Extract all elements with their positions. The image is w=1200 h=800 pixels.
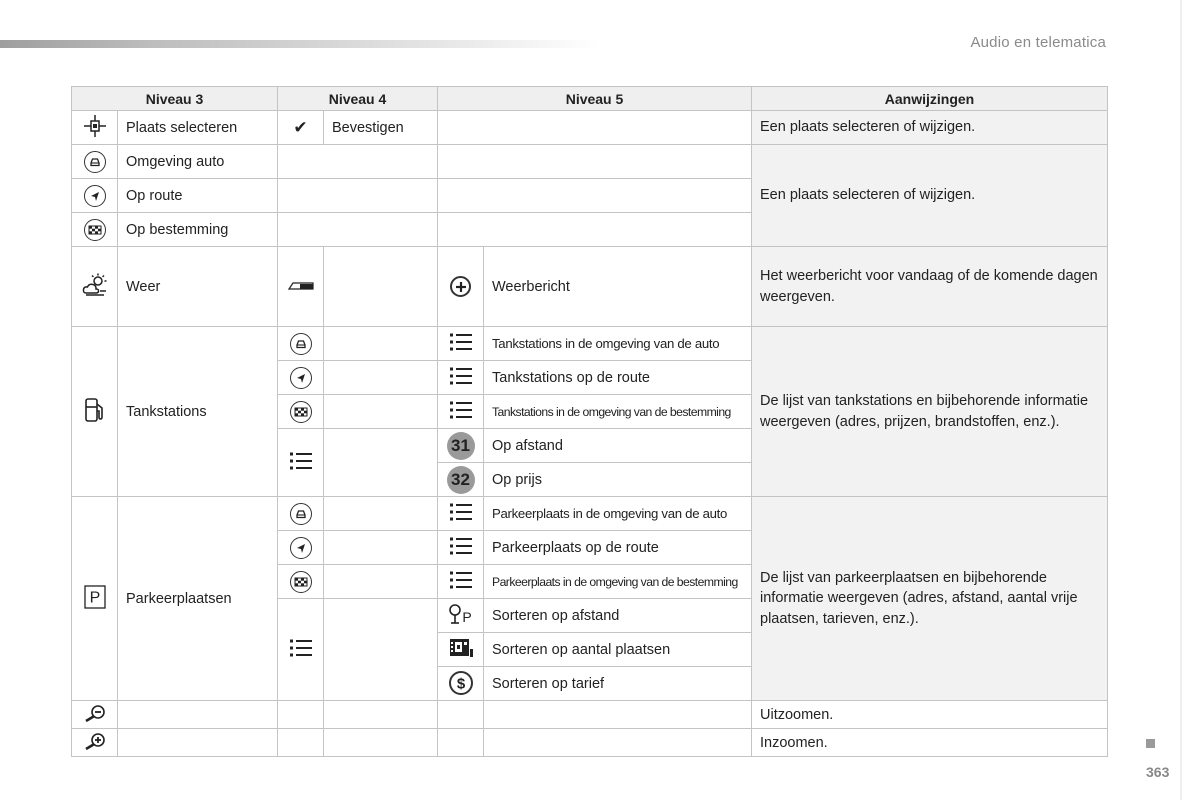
- tank-item-auto[interactable]: Tankstations in de omgeving van de auto: [484, 327, 752, 361]
- plus-circle-icon[interactable]: [438, 247, 484, 327]
- page-number: 363: [1146, 764, 1170, 780]
- park-item-tarief[interactable]: Sorteren op tarief: [484, 667, 752, 701]
- empty-cell: [438, 729, 484, 757]
- header-aanwijzingen: Aanwijzingen: [752, 87, 1108, 111]
- zoom-out-icon[interactable]: [72, 701, 118, 729]
- empty-cell: [324, 701, 438, 729]
- header-niveau-4: Niveau 4: [278, 87, 438, 111]
- checkmark-icon[interactable]: ✔: [278, 111, 324, 145]
- empty-cell: [438, 111, 752, 145]
- empty-cell: [278, 145, 438, 179]
- omgeving-auto-label: Omgeving auto: [118, 145, 278, 179]
- dollar-price-icon[interactable]: [438, 667, 484, 701]
- park-item-auto[interactable]: Parkeerplaats in de omgeving van de auto: [484, 497, 752, 531]
- table-row: [72, 497, 1108, 531]
- parkeerplaatsen-label: Parkeerplaatsen: [118, 497, 278, 701]
- section-title: Audio en telematica: [970, 34, 1106, 51]
- tank-item-afstand[interactable]: Op afstand: [484, 429, 752, 463]
- header-gradient-bar: [0, 40, 600, 48]
- destination-flag-icon[interactable]: [278, 565, 324, 599]
- empty-cell: [118, 701, 278, 729]
- page-edge-rule: [1180, 0, 1182, 800]
- park-note: De lijst van parkeerplaatsen en bijbehorende informatie weergeven (adres, afstand, aantal vrije plaatsen, tarieven, enz.).: [752, 497, 1108, 701]
- park-item-aantal[interactable]: Sorteren op aantal plaatsen: [484, 633, 752, 667]
- table-row: [72, 729, 1108, 757]
- route-arrow-icon[interactable]: [72, 179, 118, 213]
- table-row: [72, 247, 1108, 327]
- header-niveau-3: Niveau 3: [72, 87, 278, 111]
- tank-item-route[interactable]: Tankstations op de route: [484, 361, 752, 395]
- list-icon[interactable]: [438, 565, 484, 599]
- list-icon[interactable]: [438, 361, 484, 395]
- empty-cell: [324, 361, 438, 395]
- plaats-note: Een plaats selecteren of wijzigen.: [752, 111, 1108, 145]
- table-row: [72, 111, 1108, 145]
- empty-cell: [438, 179, 752, 213]
- empty-cell: [324, 497, 438, 531]
- empty-cell: [278, 701, 324, 729]
- menu-table: [71, 86, 1108, 757]
- empty-cell: [324, 429, 438, 497]
- empty-cell: [324, 599, 438, 701]
- destination-flag-icon[interactable]: [278, 395, 324, 429]
- list-icon[interactable]: [438, 395, 484, 429]
- empty-cell: [484, 729, 752, 757]
- op-bestemming-label: Op bestemming: [118, 213, 278, 247]
- page-marker: [1146, 739, 1155, 748]
- op-route-label: Op route: [118, 179, 278, 213]
- empty-cell: [324, 729, 438, 757]
- location-note: Een plaats selecteren of wijzigen.: [752, 145, 1108, 247]
- bevestigen-label: Bevestigen: [324, 111, 438, 145]
- weer-note: Het weerbericht voor vandaag of de komende dagen weergeven.: [752, 247, 1108, 327]
- zoom-out-note: Uitzoomen.: [752, 701, 1108, 729]
- distance-pin-icon[interactable]: [438, 599, 484, 633]
- empty-cell: [484, 701, 752, 729]
- header-row: [72, 87, 1108, 111]
- empty-cell: [324, 247, 438, 327]
- weather-sun-cloud-icon[interactable]: [72, 247, 118, 327]
- empty-cell: [278, 729, 324, 757]
- park-item-route[interactable]: Parkeerplaats op de route: [484, 531, 752, 565]
- header-niveau-5: Niveau 5: [438, 87, 752, 111]
- slider-icon[interactable]: [278, 247, 324, 327]
- target-select-icon[interactable]: [72, 111, 118, 145]
- empty-cell: [324, 531, 438, 565]
- car-circle-icon[interactable]: [278, 497, 324, 531]
- park-item-bestemming[interactable]: Parkeerplaats in de omgeving van de bestemming: [484, 565, 752, 599]
- list-icon[interactable]: [278, 429, 324, 497]
- empty-cell: [324, 395, 438, 429]
- weerbericht-label: Weerbericht: [484, 247, 752, 327]
- list-icon[interactable]: [438, 327, 484, 361]
- car-circle-icon[interactable]: [72, 145, 118, 179]
- parking-p-icon[interactable]: [72, 497, 118, 701]
- tank-note: De lijst van tankstations en bijbehorende informatie weergeven (adres, prijzen, brandstoffen, enz.).: [752, 327, 1108, 497]
- park-item-afstand[interactable]: Sorteren op afstand: [484, 599, 752, 633]
- car-circle-icon[interactable]: [278, 327, 324, 361]
- svg-text:$: $: [456, 675, 465, 692]
- empty-cell: [278, 179, 438, 213]
- list-icon[interactable]: [438, 497, 484, 531]
- tankstations-label: Tankstations: [118, 327, 278, 497]
- list-icon[interactable]: [278, 599, 324, 701]
- destination-flag-icon[interactable]: [72, 213, 118, 247]
- route-arrow-icon[interactable]: [278, 531, 324, 565]
- number-badge-32[interactable]: 32: [438, 463, 484, 497]
- table-row: [72, 145, 1108, 179]
- zoom-in-note: Inzoomen.: [752, 729, 1108, 757]
- weer-label: Weer: [118, 247, 278, 327]
- table-row: [72, 327, 1108, 361]
- svg-text:P: P: [89, 589, 100, 606]
- list-icon[interactable]: [438, 531, 484, 565]
- empty-cell: [324, 565, 438, 599]
- route-arrow-icon[interactable]: [278, 361, 324, 395]
- tank-item-bestemming[interactable]: Tankstations in de omgeving van de bestemming: [484, 395, 752, 429]
- empty-cell: [438, 701, 484, 729]
- plaats-selecteren-label: Plaats selecteren: [118, 111, 278, 145]
- zoom-in-icon[interactable]: [72, 729, 118, 757]
- empty-cell: [324, 327, 438, 361]
- number-badge-31[interactable]: 31: [438, 429, 484, 463]
- empty-cell: [118, 729, 278, 757]
- svg-text:P: P: [461, 608, 472, 625]
- empty-cell: [438, 145, 752, 179]
- parking-spaces-icon[interactable]: [438, 633, 484, 667]
- empty-cell: [278, 213, 438, 247]
- empty-cell: [438, 213, 752, 247]
- fuel-pump-icon[interactable]: [72, 327, 118, 497]
- tank-item-prijs[interactable]: Op prijs: [484, 463, 752, 497]
- table-row: [72, 701, 1108, 729]
